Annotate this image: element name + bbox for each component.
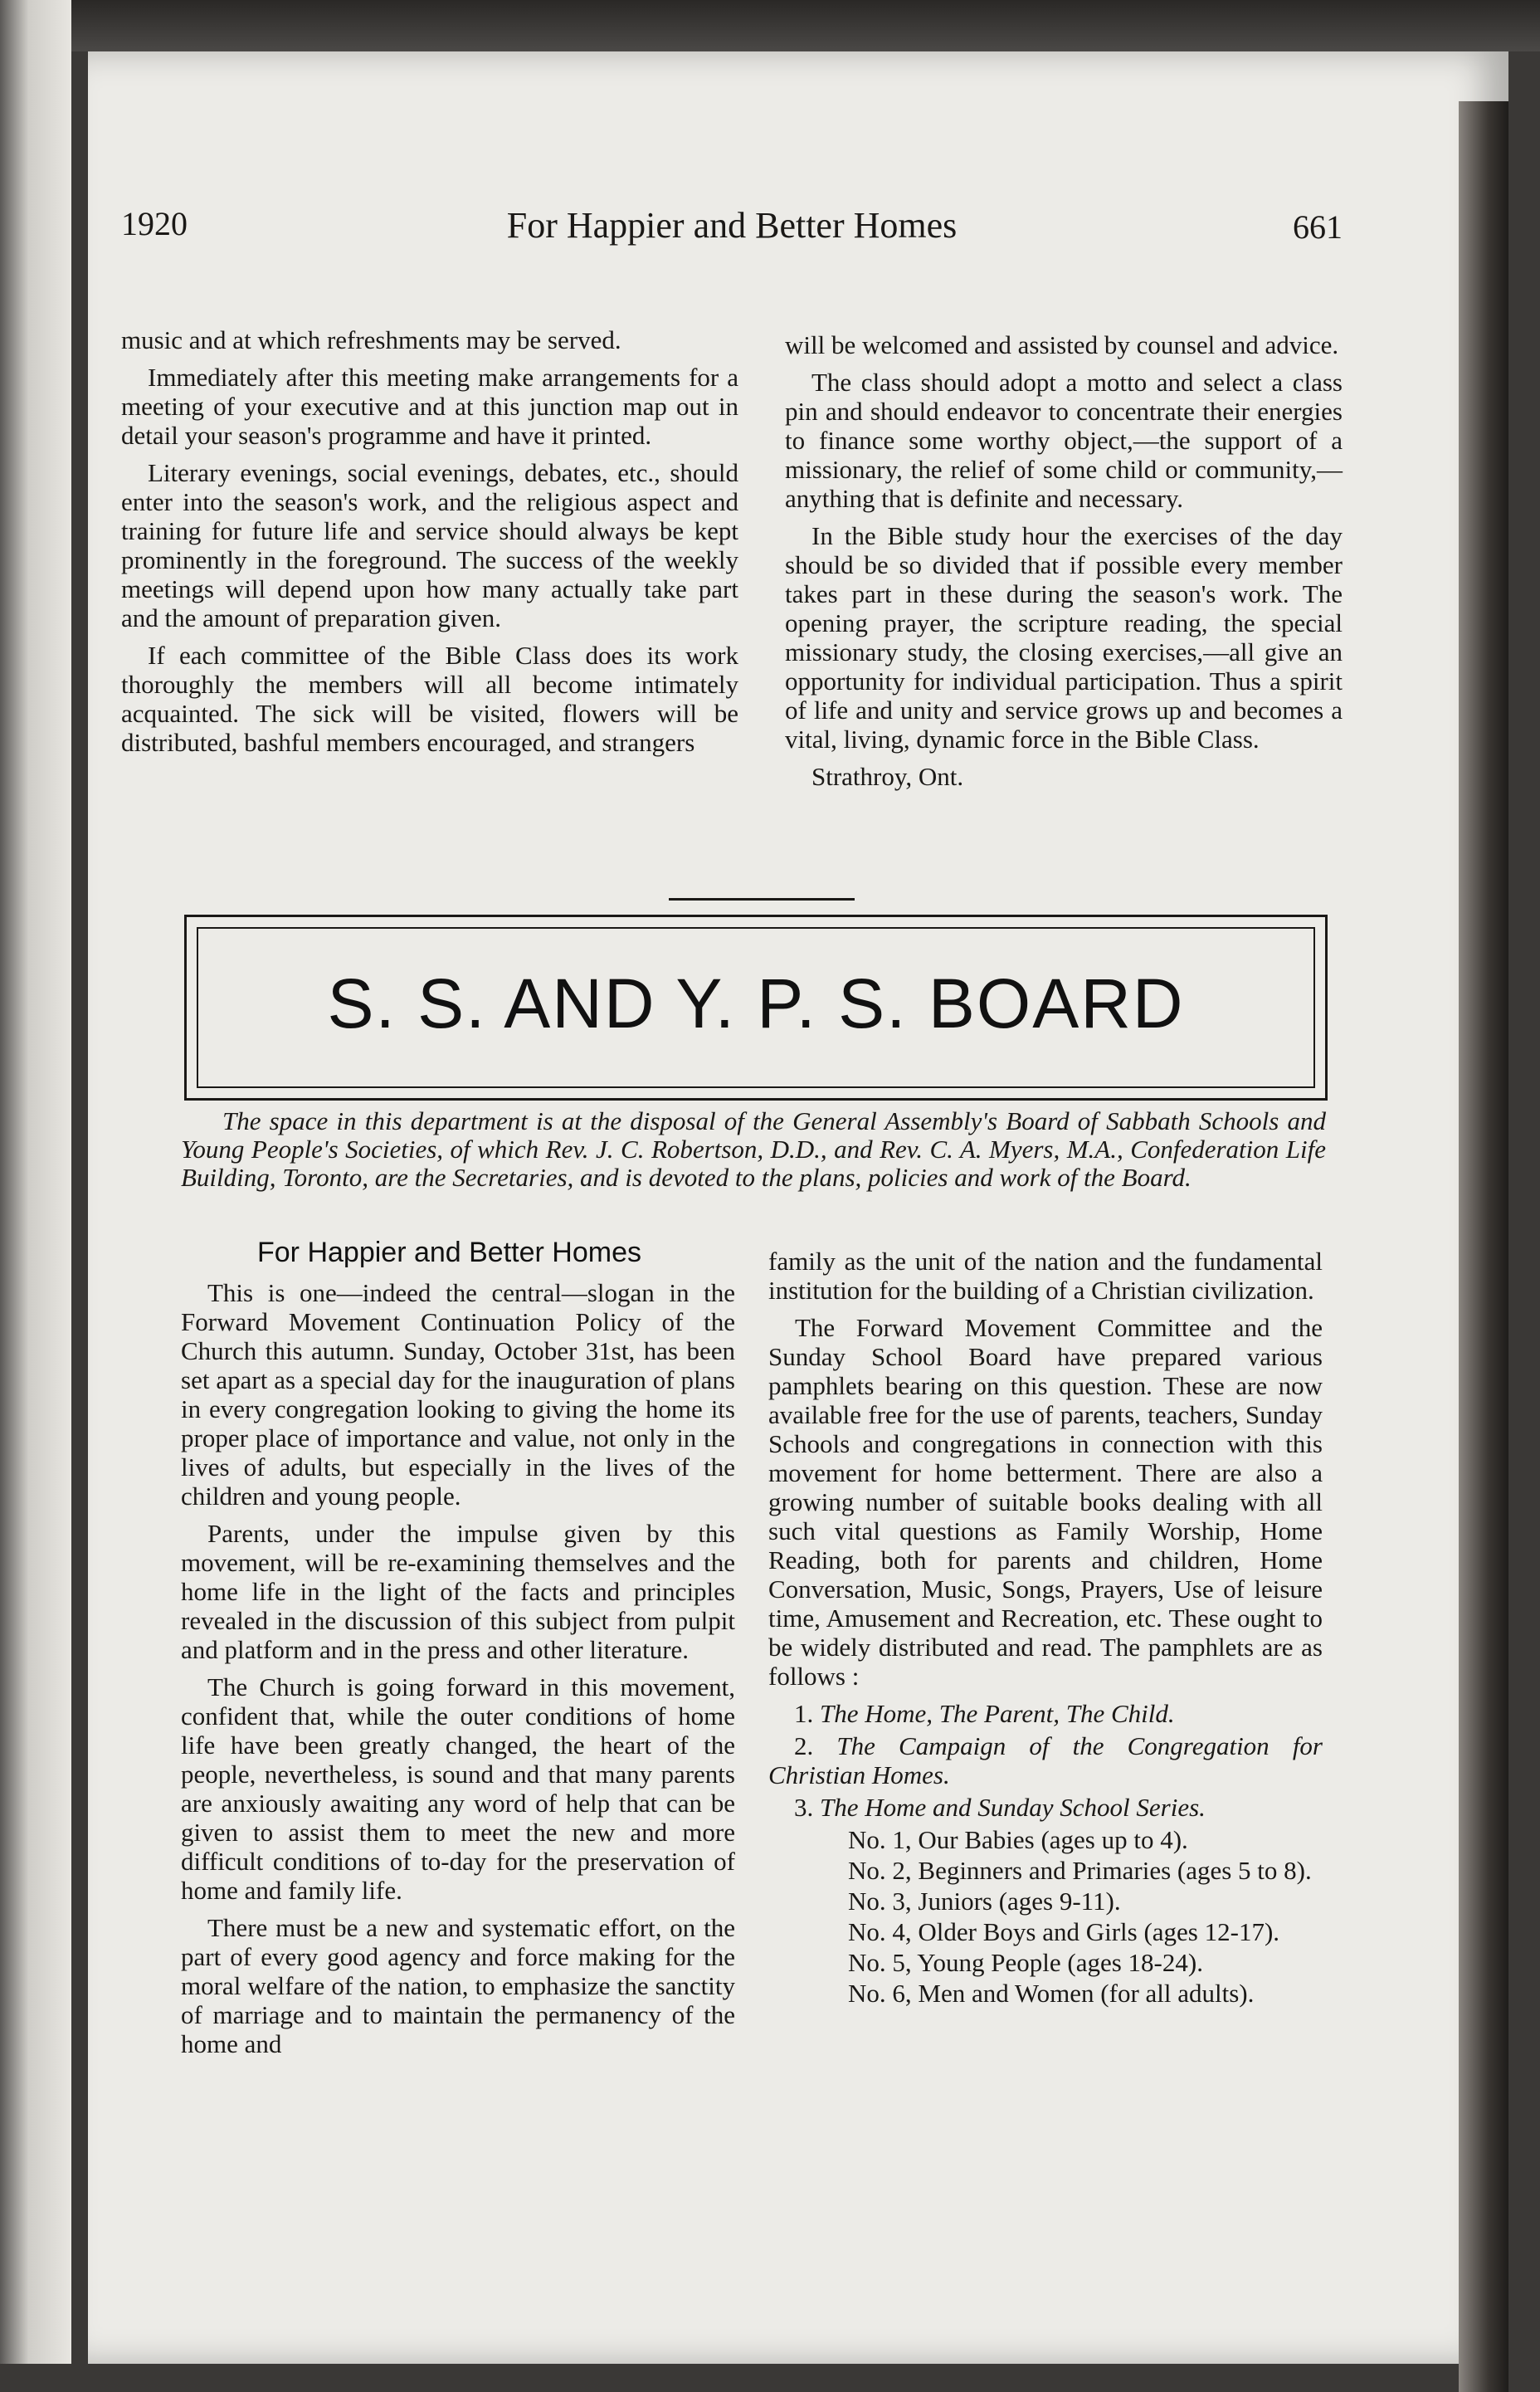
article-heading: For Happier and Better Homes <box>257 1237 641 1268</box>
paragraph: Literary evenings, social evenings, debates, etc., should enter into the season's work, and the religious aspect and training for future life and service should always be kept prominently in the foreground. The success of the weekly meetings will depend upon how many actually take part and the amount of preparation given. <box>121 458 738 632</box>
page-number: 661 <box>1293 208 1343 246</box>
paragraph: music and at which refreshments may be served. <box>121 325 621 354</box>
list-number: 2. <box>794 1731 814 1760</box>
signature: Strathroy, Ont. <box>811 762 964 791</box>
list-item: No. 3, Juniors (ages 9-11). <box>848 1887 1121 1916</box>
paragraph: If each committee of the Bible Class does its work thoroughly the members will all become intimately acquainted. The sick will be visited, flowers will be distributed, bashful members encouraged, and strangers <box>121 641 738 757</box>
series-list <box>848 1825 1323 2008</box>
pamphlet-title: The Home and Sunday School Series. <box>820 1793 1206 1822</box>
previous-page-edge <box>0 0 71 2364</box>
paragraph: The class should adopt a motto and select a class pin and should endeavor to concentrate their energies to finance some worthy object,—the support of a missionary, the relief of some child or community,—anything that is definite and necessary. <box>785 368 1343 513</box>
board-title: S. S. AND Y. P. S. BOARD <box>327 964 1185 1042</box>
list-item: No. 1, Our Babies (ages up to 4). <box>848 1825 1188 1854</box>
pamphlet-title: The Home, The Parent, The Child. <box>820 1699 1175 1728</box>
list-item <box>768 1731 1323 1789</box>
paragraph: This is one—indeed the central—slogan in the Forward Movement Continuation Policy of the Church this autumn. Sunday, October 31st, has been set apart as a special day for the inauguration of plans in every congregation looking to giving the home its proper place of importance and value, not only in the lives of adults, but especially in the lives of the children and young people. <box>181 1278 735 1511</box>
running-head-year: 1920 <box>121 205 188 242</box>
list-number: 3. <box>794 1793 814 1822</box>
book-spine-shadow <box>1459 101 1508 2392</box>
bottom-left-column <box>181 1278 735 2067</box>
paragraph: The Church is going forward in this movement, confident that, while the outer conditions of home life have been greatly changed, the heart of the people, nevertheless, is sound and that many parents are anxiously awaiting any word of help that can be given to assist them to meet the new and more difficult conditions of to-day for the preservation of home and family life. <box>181 1672 735 1905</box>
list-item <box>768 1699 1323 1728</box>
list-item: No. 4, Older Boys and Girls (ages 12-17). <box>848 1917 1280 1946</box>
list-item <box>768 1793 1323 1822</box>
running-head <box>121 204 1343 271</box>
running-head-title: For Happier and Better Homes <box>506 205 958 246</box>
paragraph: family as the unit of the nation and the fundamental institution for the building of a Christian civilization. <box>768 1247 1323 1305</box>
paragraph: There must be a new and systematic effort, on the part of every good agency and force making for the moral welfare of the nation, to emphasize the sanctity of marriage and to maintain the permanency of the home and <box>181 1913 735 2058</box>
paragraph: Parents, under the impulse given by this movement, will be re-examining themselves and the home life in the light of the facts and principles revealed in the discussion of this subject from pulpit and platform and in the press and other literature. <box>181 1519 735 1664</box>
pamphlet-title: The Campaign of the Congregation for Christian Homes. <box>768 1731 1323 1789</box>
board-notice: The space in this department is at the disposal of the General Assembly's Board of Sabbath Schools and Young People's Societies, of which Rev. J. C. Robertson, D.D., and Rev. C. A. Myers, M.A., Confederation Life Building, Toronto, are the Secretaries, and is devoted to the plans, policies and work of the Board. <box>181 1106 1326 1192</box>
paragraph: The Forward Movement Committee and the Sunday School Board have prepared various pamphlets bearing on this question. These are now available free for the use of parents, teachers, Sunday Schools and congregations in connection with this movement for home betterment. There are also a growing number of suitable books dealing with all such vital questions as Family Worship, Home Reading, both for parents and children, Home Conversation, Music, Songs, Prayers, Use of leisure time, Amusement and Recreation, etc. These ought to be widely distributed and read. The pamphlets are as follows : <box>768 1313 1323 1691</box>
pamphlet-list <box>768 1699 1323 1822</box>
list-number: 1. <box>794 1699 814 1728</box>
top-right-column <box>785 330 1343 799</box>
top-left-column <box>121 325 738 765</box>
list-item: No. 5, Young People (ages 18-24). <box>848 1948 1203 1977</box>
section-divider <box>669 898 855 901</box>
board-banner <box>184 915 1328 1101</box>
paragraph: Immediately after this meeting make arrangements for a meeting of your executive and at this junction map out in detail your season's programme and have it printed. <box>121 363 738 450</box>
list-item: No. 2, Beginners and Primaries (ages 5 to 8). <box>848 1856 1312 1885</box>
scan-background-top <box>0 0 1540 51</box>
list-item: No. 6, Men and Women (for all adults). <box>848 1979 1255 2008</box>
bottom-right-column <box>768 1247 1323 2009</box>
paragraph: In the Bible study hour the exercises of the day should be so divided that if possible every member takes part in these during the season's work. The opening prayer, the scripture reading, the special missionary study, the closing exercises,—all give an opportunity for individual participation. Thus a spirit of life and unity and service grows up and becomes a vital, living, dynamic force in the Bible Class. <box>785 521 1343 754</box>
paragraph: will be welcomed and assisted by counsel and advice. <box>785 330 1339 359</box>
